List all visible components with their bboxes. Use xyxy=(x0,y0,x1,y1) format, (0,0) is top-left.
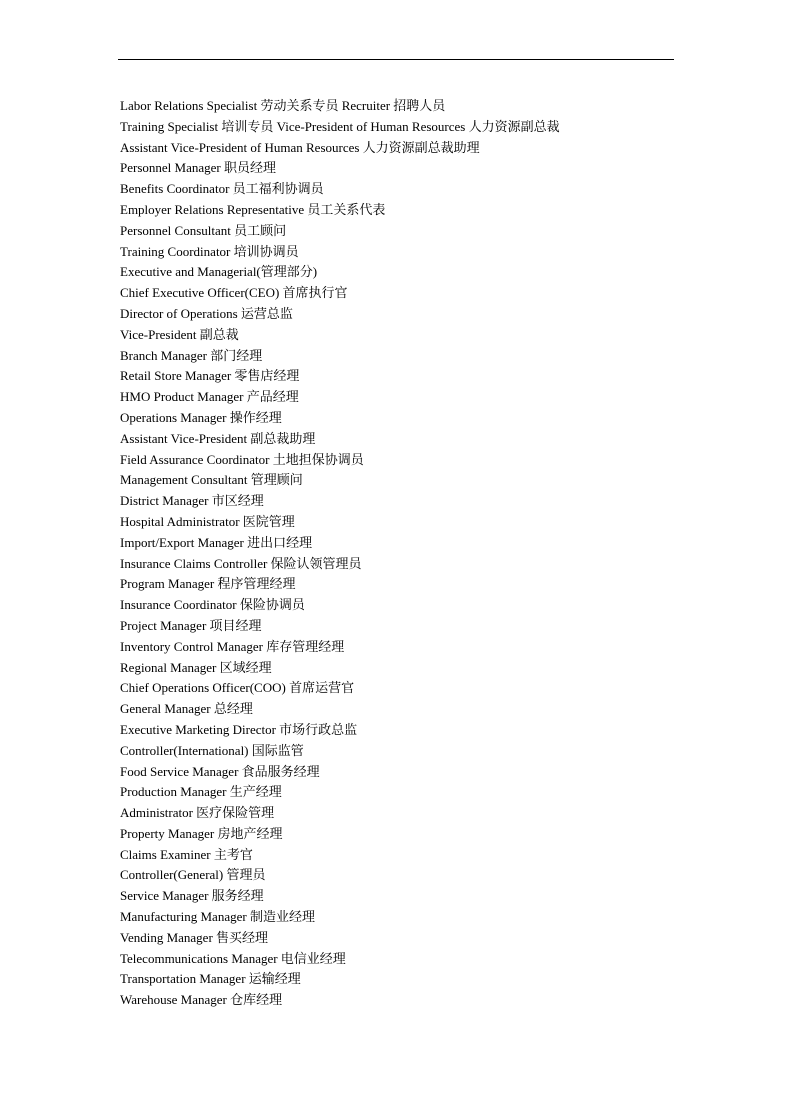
job-title-line: District Manager 市区经理 xyxy=(120,493,264,509)
job-title-line: HMO Product Manager 产品经理 xyxy=(120,389,299,405)
job-title-line: Field Assurance Coordinator 土地担保协调员 xyxy=(120,451,364,467)
header-rule xyxy=(118,59,674,60)
job-title-line: Administrator 医疗保险管理 xyxy=(120,805,275,821)
job-title-line: Production Manager 生产经理 xyxy=(120,784,282,800)
job-title-line: Vending Manager 售买经理 xyxy=(120,929,269,945)
job-title-line: Service Manager 服务经理 xyxy=(120,888,264,904)
job-title-line: Inventory Control Manager 库存管理经理 xyxy=(120,638,345,654)
job-title-line: Warehouse Manager 仓库经理 xyxy=(120,992,283,1008)
job-title-line: Claims Examiner 主考官 xyxy=(120,846,253,862)
job-title-line: Operations Manager 操作经理 xyxy=(120,409,282,425)
job-title-line: Controller(International) 国际监管 xyxy=(120,742,304,758)
job-title-line: General Manager 总经理 xyxy=(120,701,253,717)
job-title-line: Training Specialist 培训专员 Vice-President of Human Resources 人力资源副总裁 xyxy=(120,118,560,134)
job-title-line: Executive and Managerial(管理部分) xyxy=(120,264,318,280)
job-title-line: Insurance Claims Controller 保险认领管理员 xyxy=(120,555,362,571)
job-title-line: Hospital Administrator 医院管理 xyxy=(120,513,295,529)
job-title-line: Manufacturing Manager 制造业经理 xyxy=(120,909,315,925)
job-title-line: Personnel Consultant 员工顾问 xyxy=(120,222,287,238)
job-title-line: Training Coordinator 培训协调员 xyxy=(120,243,299,259)
job-title-list xyxy=(120,96,680,1011)
job-title-line: Director of Operations 运营总监 xyxy=(120,305,293,321)
job-title-line: Branch Manager 部门经理 xyxy=(120,347,263,363)
job-title-line: Assistant Vice-President 副总裁助理 xyxy=(120,430,316,446)
job-title-line: Benefits Coordinator 员工福利协调员 xyxy=(120,181,324,197)
job-title-line: Property Manager 房地产经理 xyxy=(120,825,283,841)
job-title-line: Assistant Vice-President of Human Resources 人力资源副总裁助理 xyxy=(120,139,480,155)
job-title-line: Project Manager 项目经理 xyxy=(120,617,262,633)
job-title-line: Regional Manager 区域经理 xyxy=(120,659,272,675)
job-title-line: Telecommunications Manager 电信业经理 xyxy=(120,950,346,966)
job-title-line: Food Service Manager 食品服务经理 xyxy=(120,763,320,779)
job-title-line: Insurance Coordinator 保险协调员 xyxy=(120,597,305,613)
job-title-line: Import/Export Manager 进出口经理 xyxy=(120,534,313,550)
job-title-line: Vice-President 副总裁 xyxy=(120,326,239,342)
job-title-line: Controller(General) 管理员 xyxy=(120,867,266,883)
job-title-line: Chief Executive Officer(CEO) 首席执行官 xyxy=(120,285,348,301)
job-title-line: Executive Marketing Director 市场行政总监 xyxy=(120,721,358,737)
job-title-line: Transportation Manager 运输经理 xyxy=(120,971,301,987)
job-title-line: Program Manager 程序管理经理 xyxy=(120,576,296,592)
job-title-line: Labor Relations Specialist 劳动关系专员 Recruiter 招聘人员 xyxy=(120,98,446,113)
job-title-line: Management Consultant 管理顾问 xyxy=(120,472,303,488)
job-title-line: Employer Relations Representative 员工关系代表 xyxy=(120,201,386,217)
job-title-line: Retail Store Manager 零售店经理 xyxy=(120,368,300,384)
job-title-line: Chief Operations Officer(COO) 首席运营官 xyxy=(120,680,355,696)
job-title-line: Personnel Manager 职员经理 xyxy=(120,160,276,176)
